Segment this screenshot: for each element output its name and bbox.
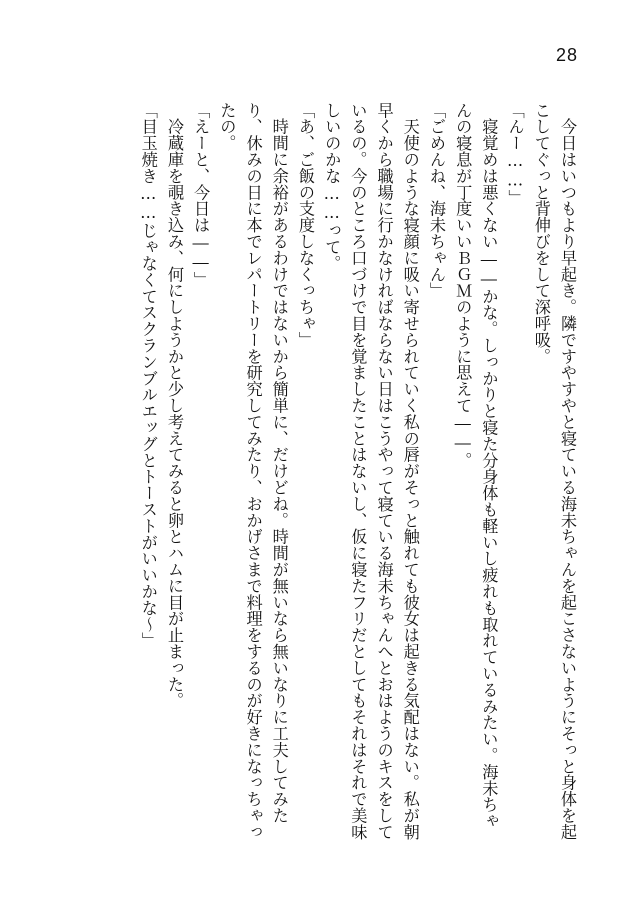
paragraph: 時間に余裕があるわけではないから簡単に、だけどね。時間が無いなら無いなりに工夫してみたり、休みの日に本でレパートリーを研究してみたり、おかげさまで料理をするのが好きになっちゃったの。 [217,102,289,840]
paragraph: 天使のような寝顔に吸い寄せられていく私の唇がそっと触れても彼女は起きる気配はない。私が朝早くから職場に行かなければならない日はこうやって寝ている海未ちゃんへとおはようのキスをしているの。今のところ口づけで目を覚ましたことはないし、仮に寝たフリだとしてもそれはそれで美味しいのかな……って。 [322,102,420,840]
page-number: 28 [555,45,578,65]
body-text [80,102,580,842]
paragraph: 今日はいつもより早起き。隣ですやすやと寝ている海未ちゃんを起こさないようにそっと身体を起こしてぐっと背伸びをして深呼吸。 [531,102,577,840]
paragraph: 「目玉焼き……じゃなくてスクランブルエッグとトーストがいいかな～」 [138,102,158,649]
paragraph: 「あ、ご飯の支度しなくっちゃ」 [295,102,315,348]
paragraph: 冷蔵庫を覗き込み、何にしようかと少し考えてみると卵とハムに目が止まった。 [164,102,184,709]
paragraph: 「んー……」 [505,102,525,206]
paragraph: 「えーと、今日は――」 [191,102,211,288]
paragraph: 「ごめんね、海未ちゃん」 [426,102,446,299]
paragraph: 寝覚めは悪くない――かな。しっかりと寝た分身体も軽いし疲れも取れているみたい。海未ちゃんの寝息が丁度いいＢＧＭのように思えて――。 [453,102,499,830]
